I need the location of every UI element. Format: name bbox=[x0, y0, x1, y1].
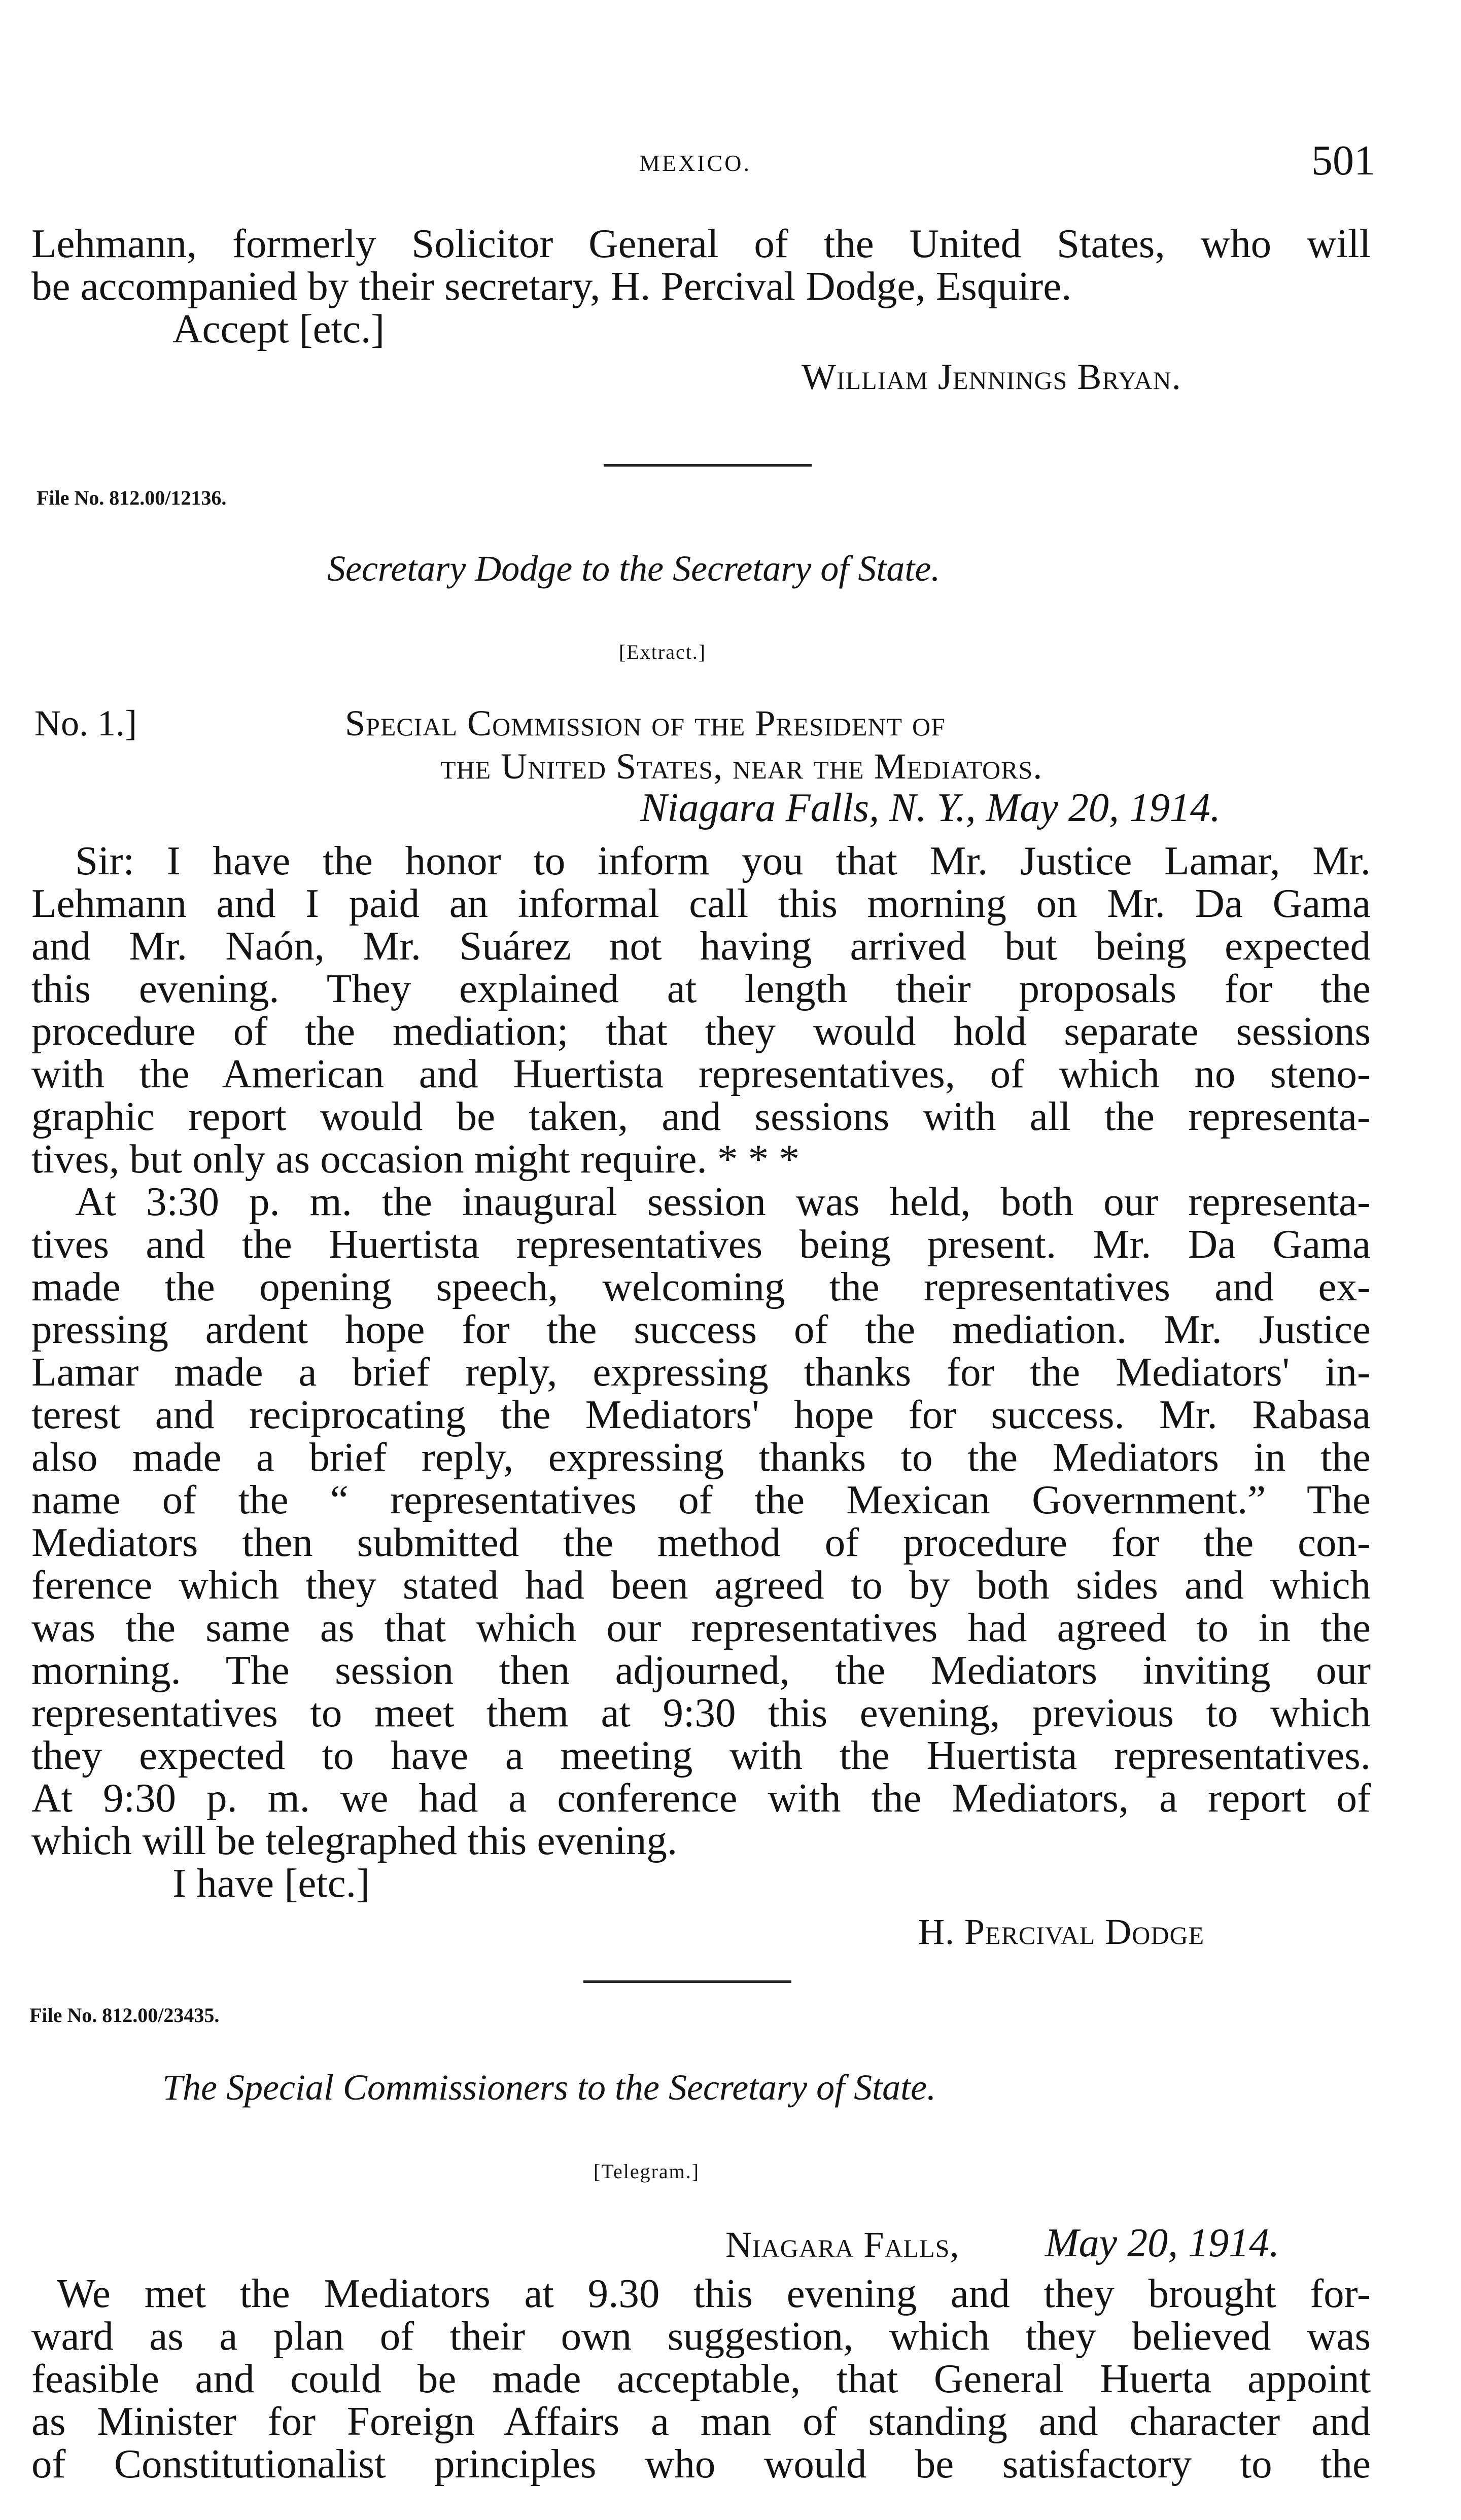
paragraph-line: Lehmann and I paid an informal call this morning on Mr. Da Gama bbox=[31, 880, 1371, 926]
running-title: MEXICO. bbox=[639, 150, 751, 176]
closing: Accept [etc.] bbox=[172, 306, 385, 351]
paragraph-line: feasible and could be made acceptable, that General Huerta appoint bbox=[31, 2356, 1371, 2401]
paragraph-line: with the American and Huertista representatives, of which no steno- bbox=[31, 1051, 1371, 1096]
paragraph-line: and Mr. Naón, Mr. Suárez not having arrived but being expected bbox=[31, 923, 1371, 969]
paragraph-line: At 9:30 p. m. we had a conference with the Mediators, a report of bbox=[31, 1775, 1371, 1821]
paragraph-line: name of the “ representatives of the Mexican Government.” The bbox=[31, 1477, 1371, 1522]
paragraph-line: they expected to have a meeting with the Huertista representatives. bbox=[31, 1732, 1371, 1778]
paragraph-line: procedure of the mediation; that they would hold separate sessions bbox=[31, 1008, 1371, 1054]
paragraph-line: which will be telegraphed this evening. bbox=[31, 1818, 678, 1863]
paragraph-line: this evening. They explained at length their proposals for the bbox=[31, 966, 1371, 1011]
paragraph-line: tives and the Huertista representatives being present. Mr. Da Gama bbox=[31, 1221, 1371, 1267]
continuation-line: be accompanied by their secretary, H. Percival Dodge, Esquire. bbox=[31, 263, 1072, 309]
signature: H. Percival Dodge bbox=[918, 1911, 1205, 1952]
paragraph-line: ference which they stated had been agreed to by both sides and which bbox=[31, 1562, 1371, 1608]
commission-line: the United States, near the Mediators. bbox=[440, 746, 1043, 787]
paragraph-line: At 3:30 p. m. the inaugural session was held, both our representa- bbox=[75, 1179, 1371, 1224]
paragraph-line: also made a brief reply, expressing thanks to the Mediators in the bbox=[31, 1434, 1371, 1480]
paragraph-line: pressing ardent hope for the success of the mediation. Mr. Justice bbox=[31, 1306, 1371, 1352]
paragraph-line: representatives to meet them at 9:30 this evening, previous to which bbox=[31, 1690, 1371, 1735]
dateline: Niagara Falls, N. Y., May 20, 1914. bbox=[640, 786, 1221, 830]
file-number: File No. 812.00/23435. bbox=[29, 2004, 220, 2027]
paragraph-line: as Minister for Foreign Affairs a man of standing and character and bbox=[31, 2398, 1371, 2444]
paragraph-line: Sir: I have the honor to inform you that Mr. Justice Lamar, Mr. bbox=[75, 838, 1371, 883]
document-number: No. 1.] bbox=[34, 703, 137, 743]
telegram-note: [Telegram.] bbox=[594, 2160, 700, 2183]
paragraph-line: ward as a plan of their own suggestion, which they believed was bbox=[31, 2313, 1371, 2359]
divider bbox=[583, 1980, 791, 1983]
paragraph-line: made the opening speech, welcoming the representatives and ex- bbox=[31, 1264, 1371, 1309]
paragraph-line: morning. The session then adjourned, the Mediators inviting our bbox=[31, 1647, 1371, 1693]
commission-line: Special Commission of the President of bbox=[345, 703, 946, 743]
dateline-place: Niagara Falls, bbox=[725, 2224, 960, 2265]
paragraph-line: graphic report would be taken, and sessions with all the representa- bbox=[31, 1093, 1371, 1139]
continuation-line: Lehmann, formerly Solicitor General of the United States, who will bbox=[31, 221, 1371, 266]
dateline-date: May 20, 1914. bbox=[1045, 2221, 1280, 2265]
file-number: File No. 812.00/12136. bbox=[37, 486, 227, 509]
divider bbox=[604, 464, 812, 467]
extract-note: [Extract.] bbox=[619, 641, 707, 663]
closing: I have [etc.] bbox=[172, 1860, 370, 1906]
paragraph-line: tives, but only as occasion might require. * * * bbox=[31, 1136, 799, 1182]
signature: William Jennings Bryan. bbox=[802, 357, 1181, 397]
paragraph-line: of Constitutionalist principles who would be satisfactory to the bbox=[31, 2441, 1371, 2487]
paragraph-line: Mediators then submitted the method of procedure for the con- bbox=[31, 1519, 1371, 1565]
paragraph-line: We met the Mediators at 9.30 this evening and they brought for- bbox=[57, 2270, 1371, 2316]
paragraph-line: Lamar made a brief reply, expressing thanks for the Mediators' in- bbox=[31, 1349, 1371, 1395]
document-title: The Special Commissioners to the Secretary of State. bbox=[162, 2067, 936, 2108]
paragraph-line: terest and reciprocating the Mediators' hope for success. Mr. Rabasa bbox=[31, 1392, 1371, 1437]
document-title: Secretary Dodge to the Secretary of State. bbox=[327, 548, 941, 589]
page-number: 501 bbox=[1311, 137, 1375, 184]
paragraph-line: was the same as that which our representatives had agreed to in the bbox=[31, 1605, 1371, 1650]
